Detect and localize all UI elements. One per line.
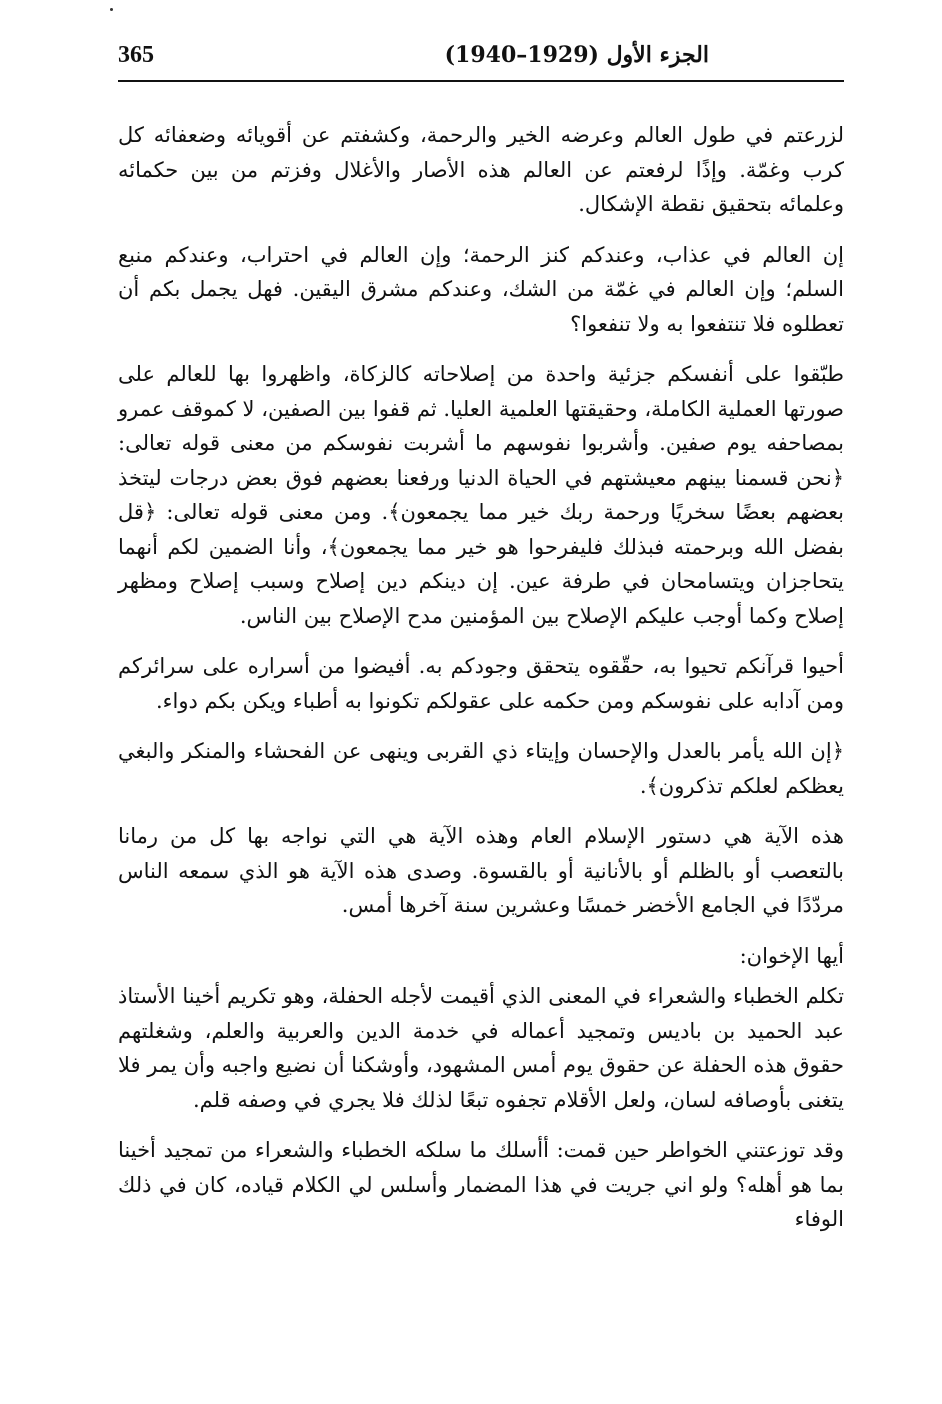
body-text: [118, 118, 844, 1253]
paragraph: أحيوا قرآنكم تحيوا به، حقّقوه يتحقق وجودكم به. أفيضوا من أسراره على سرائركم ومن آدابه على نفوسكم ومن حكمه على عقولكم تكونوا به أطباء ويكن بكم دواء.: [118, 654, 844, 713]
page-header: [118, 38, 844, 78]
header-rule: [118, 80, 844, 82]
running-head: الجزء الأول (1929–1940): [444, 42, 709, 68]
page-number: 365: [118, 42, 154, 68]
address-line: أيها الإخوان:: [739, 943, 844, 968]
paragraph: طبّقوا على أنفسكم جزئية واحدة من إصلاحاته كالزكاة، واظهروا بها للعالم على صورتها العملية الكاملة، وحقيقتها العلمية العليا. ثم قفوا بين الصفين، لا كموقف عمرو بمصاحفه يوم صفين. وأشربوا نفوسهم ما أشربت نفوسكم من معنى قوله تعالى: ﴿نحن قسمنا بينهم معيشتهم في الحياة الدنيا ورفعنا بعضهم فوق بعض درجات ليتخذ بعضهم بعضًا سخريًا ورحمة ربك خير مما يجمعون﴾. ومن معنى قوله تعالى: ﴿قل بفضل الله وبرحمته فبذلك فليفرحوا هو خير مما يجمعون﴾، وأنا الضمين لكم أنهما يتحاجزان ويتسامحان في طرفة عين. إن دينكم دين إصلاح وسبب إصلاح ومظهر إصلاح وكما أوجب عليكم الإصلاح بين المؤمنين مدح الإصلاح بين الناس.: [118, 362, 844, 628]
scan-speck: [110, 8, 113, 11]
paragraph: وقد توزعتني الخواطر حين قمت: أأسلك ما سلكه الخطباء والشعراء من تمجيد أخينا بما هو أهله؟ ولو اني جريت في هذا المضمار وأسلس لي الكلام قياده، كان في ذلك الوفاء: [118, 1138, 844, 1231]
paragraph: تكلم الخطباء والشعراء في المعنى الذي أقيمت لأجله الحفلة، وهو تكريم أخينا الأستاذ عبد الحميد بن باديس وتمجيد أعماله في خدمة الدين والعربية والعلم، وشغلتهم حقوق هذه الحفلة عن حقوق يوم أمس المشهود، وأوشكنا أن نضيع واجبه وأن يمر فلا يتغنى بأوصافه لسان، ولعل الأقلام تجفوه تبعًا لذلك فلا يجري في وصفه قلم.: [118, 984, 844, 1112]
quran-verse-paragraph: ﴿إن الله يأمر بالعدل والإحسان وإيتاء ذي القربى وينهى عن الفحشاء والمنكر والبغي يعظكم لعلكم تذكرون﴾.: [118, 739, 844, 798]
paragraph: إن العالم في عذاب، وعندكم كنز الرحمة؛ وإن العالم في احتراب، وعندكم منبع السلم؛ وإن العالم في غمّة من الشك، وعندكم مشرق اليقين. فهل يجمل بكم أن تعطلوه فلا تنتفعوا به ولا تنفعوا؟: [118, 242, 844, 336]
paragraph: لزرعتم في طول العالم وعرضه الخير والرحمة، وكشفتم عن أقويائه وضعفائه كل كرب وغمّة. وإذًا لرفعتم عن العالم هذه الأصار والأغلال وفزتم من بين حكمائه وعلمائه بتحقيق نقطة الإشكال.: [118, 123, 844, 216]
paragraph: هذه الآية هي دستور الإسلام العام وهذه الآية هي التي نواجه بها كل من رمانا بالتعصب أو بالظلم أو بالأنانية أو بالقسوة. وصدى هذه الآية هو الذي سمعه الناس مردّدًا في الجامع الأخضر خمسًا وعشرين سنة آخرها أمس.: [118, 824, 844, 917]
